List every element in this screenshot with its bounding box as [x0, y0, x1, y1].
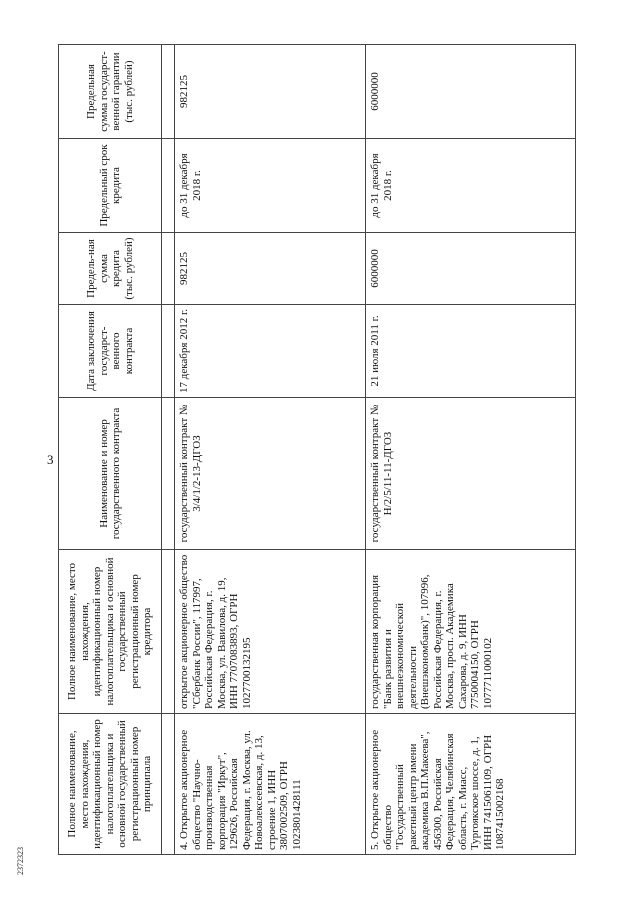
rotated-table-wrapper [58, 45, 576, 855]
guarantee-table [58, 44, 576, 855]
row-contract-date: 21 июля 2011 г. [366, 305, 576, 398]
header-credit-limit: Предель-ная сумма кредита (тыс. рублей) [59, 233, 162, 305]
row-credit-term: до 31 декабря 2018 г. [366, 139, 576, 233]
row-borrower: 5. Открытое акционерное общество "Государственный ракетный центр имени академика В.П.Макеева", 456300, Российская Федерация, Челябинская область, г. Миасс, Тургоякское шоссе, д. 1, ИНН 7415061109, ОГРН 1087415002168 [366, 714, 576, 855]
table-row [366, 45, 576, 855]
row-credit-limit: 6000000 [366, 233, 576, 305]
row-contract-date: 17 декабря 2012 г. [175, 305, 366, 398]
row-guarantee-amount: 982125 [175, 45, 366, 139]
row-credit-limit: 982125 [175, 233, 366, 305]
header-borrower: Полное наименование, место нахождения, идентификационный номер налогоплательщика и основной государственный регистрационный номер принципала [59, 714, 162, 855]
header-guarantee-amount: Предельная сумма государст-венной гарантии (тыс. рублей) [59, 45, 162, 139]
row-creditor: открытое акционерное общество "Сбербанк России", 117997, Российская Федерация, г. Москва, ул. Вавилова, д. 19, ИНН 7707083893, ОГРН 1027700132195 [175, 550, 366, 714]
table-header-row [59, 45, 162, 855]
page-number: 3 [47, 452, 54, 467]
table-row [175, 45, 366, 855]
row-borrower: 4. Открытое акционерное общество "Научно-производственная корпорация "Иркут", 129626, Российская Федерация, г. Москва, ул. Новоалексеевская, д. 13, строение 1, ИНН 3807002509, ОГРН 1023801428111 [175, 714, 366, 855]
row-creditor: государственная корпорация "Банк развития и внешнеэкономической деятельности (Внешэкономбанк)", 107996, Российская Федерация, г. Москва, просп. Академика Сахарова, д. 9, ИНН 7750004150, ОГРН 1077711000102 [366, 550, 576, 714]
header-creditor: Полное наименование, место нахождения, идентификационный номер налогоплательщика и основной государственный регистрационный номер кредитора [59, 550, 162, 714]
row-contract: государственный контракт № Н/2/5/11-11-ДГОЗ [366, 398, 576, 550]
header-contract-date: Дата заключения государст-венного контракта [59, 305, 162, 398]
row-credit-term: до 31 декабря 2018 г. [175, 139, 366, 233]
header-contract: Наименование и номер государственного контракта [59, 398, 162, 550]
header-credit-term: Предельный срок кредита [59, 139, 162, 233]
document-code: 2372323 [16, 847, 25, 875]
row-contract: государственный контракт № 3/4/1/2-13-ДГОЗ [175, 398, 366, 550]
row-guarantee-amount: 6000000 [366, 45, 576, 139]
